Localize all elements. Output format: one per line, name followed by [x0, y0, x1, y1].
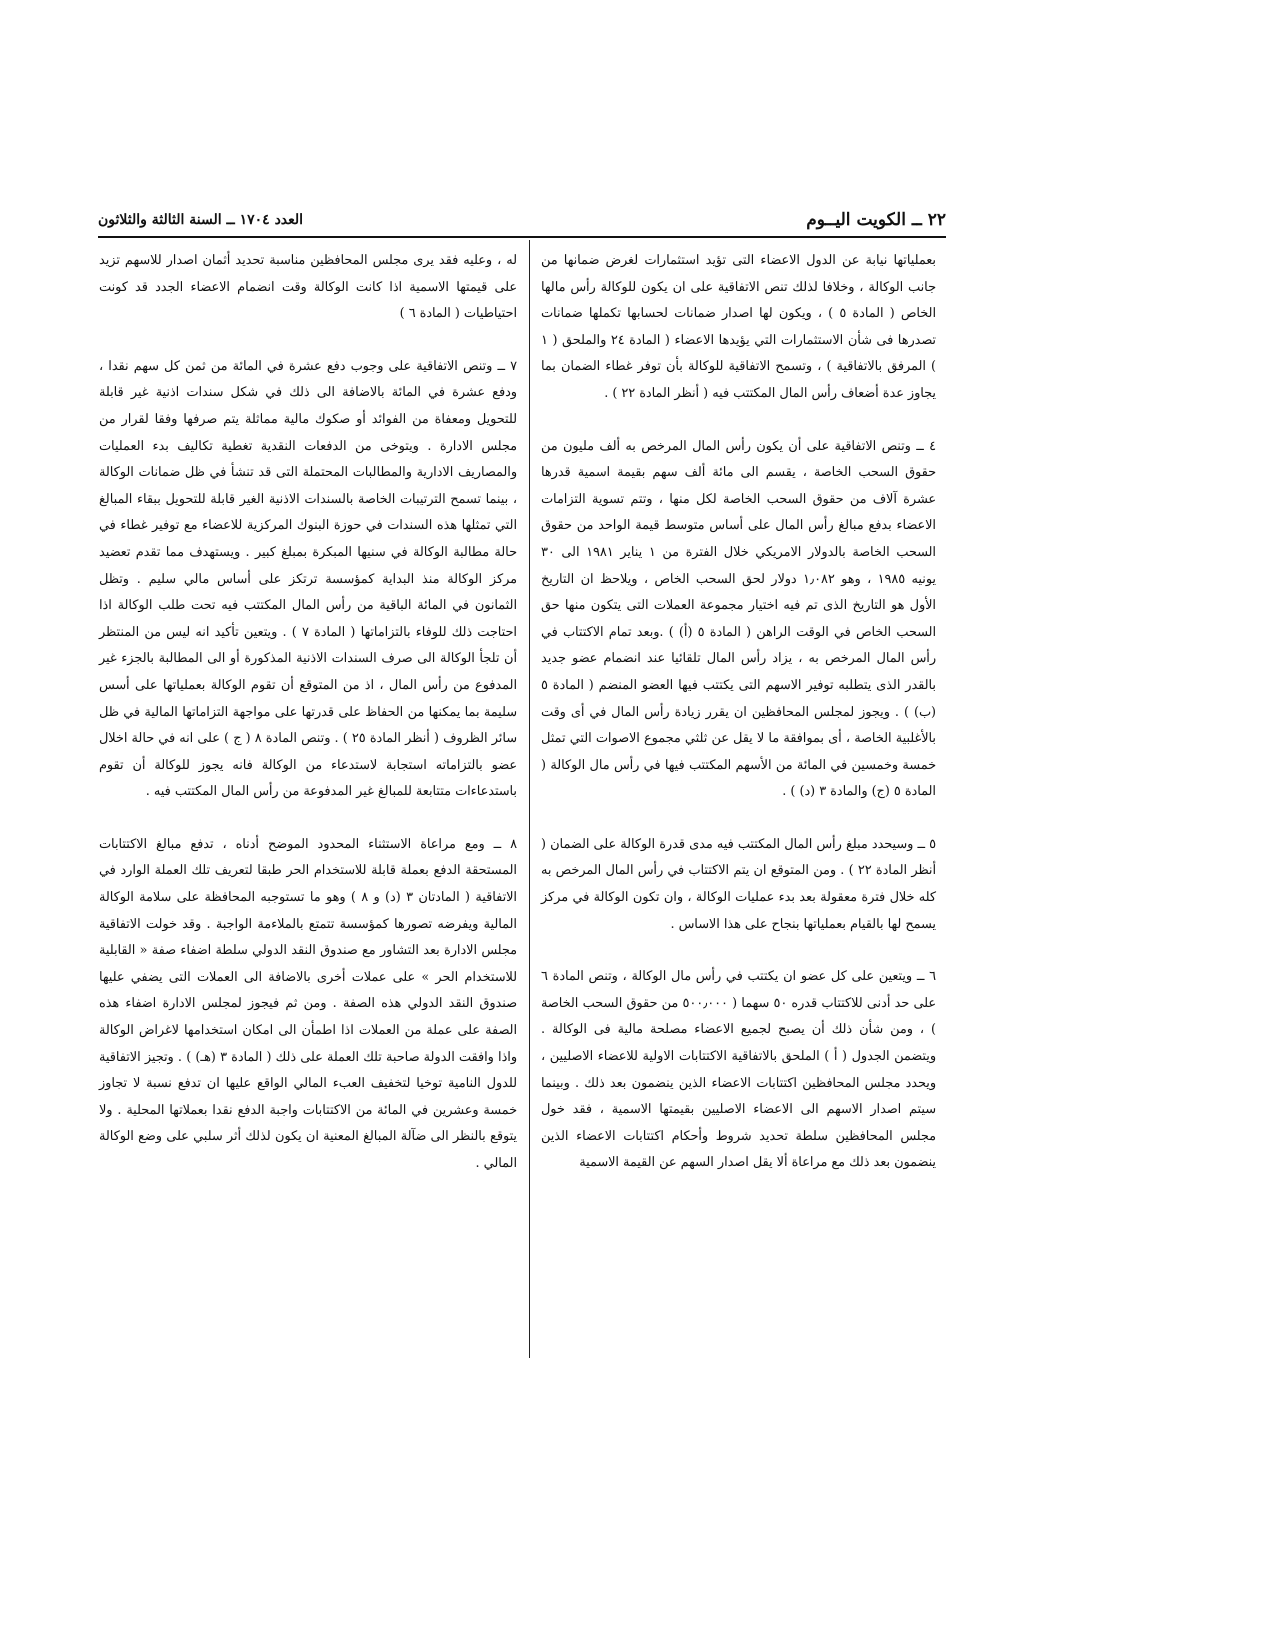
- column-divider: [529, 240, 530, 1358]
- page-header: [98, 210, 946, 236]
- issue-number: العدد ١٧٠٤ ــ السنة الثالثة والثلاثون: [98, 212, 304, 228]
- right-column: [541, 248, 936, 1177]
- left-column: [99, 248, 517, 1178]
- paragraph-8: ٨ ــ ومع مراعاة الاستثناء المحدود الموضح أدناه ، تدفع مبالغ الاكتتابات المستحقة الدفع بعملة قابلة للاستخدام الحر طبقا لتعريف تلك العملة الوارد في الاتفاقية ( المادتان ٣ (د) و ٨ ) وهو ما تستوجبه المحافظة على سلامة الوكالة المالية ويفرضه تصورها كمؤسسة تتمتع بالملاءمة الواجبة . وقد خولت الاتفاقية مجلس الادارة بعد التشاور مع صندوق النقد الدولي سلطة اضفاء صفة « القابلية للاستخدام الحر » على عملات أخرى بالاضافة الى العملات التى يضفي عليها صندوق النقد الدولي هذه الصفة . ومن ثم فيجوز لمجلس الادارة اضفاء هذه الصفة على عملة من العملات اذا اطمأن الى امكان استخدامها لاغراض الوكالة واذا وافقت الدولة صاحبة تلك العملة على ذلك ( المادة ٣ (هـ) ) . وتجيز الاتفاقية للدول النامية توخيا لتخفيف العبء المالي الواقع عليها ان تدفع نسبة لا تجاوز خمسة وعشرين في المائة من الاكتتابات واجبة الدفع نقدا بعملاتها المحلية . ولا يتوقع بالنظر الى ضآلة المبالغ المعنية ان يكون لذلك أثر سلبي على وضع الوكالة المالي .: [99, 836, 518, 1171]
- paragraph-continuation: بعملياتها نيابة عن الدول الاعضاء التى تؤيد استثمارات لغرض ضمانها من جانب الوكالة ، وخلافا لذلك تنص الاتفاقية على ان يكون للوكالة رأس مالها الخاص ( المادة ٥ ) ، ويكون لها اصدار ضمانات لحسابها تكملها ضمانات تصدرها فى شأن الاستثمارات التي يؤيدها الاعضاء ( المادة ٢٤ والملحق ( ١ ) المرفق بالاتفاقية ) ، وتسمح الاتفاقية للوكالة بأن توفر غطاء الضمان بما يجاوز عدة أضعاف رأس المال المكتتب فيه ( أنظر المادة ٢٢ ) .: [541, 253, 937, 401]
- header-rule: [98, 236, 946, 238]
- paragraph-6: ٦ ــ ويتعين على كل عضو ان يكتتب في رأس مال الوكالة ، وتنص المادة ٦ على حد أدنى للاكتتاب قدره ٥٠ سهما ( ٥٠٠٫٠٠٠ من حقوق السحب الخاصة ) ، ومن شأن ذلك أن يصبح لجميع الاعضاء مصلحة مالية فى الوكالة . ويتضمن الجدول ( أ ) الملحق بالاتفاقية الاكتتابات الاولية للاعضاء الاصليين ، ويحدد مجلس المحافظين اكتتابات الاعضاء الذين ينضمون بعد ذلك . وبينما سيتم اصدار الاسهم الى الاعضاء الاصليين بقيمتها الاسمية ، فقد خول مجلس المحافظين سلطة تحديد شروط وأحكام اكتتابات الاعضاء الذين ينضمون بعد ذلك مع مراعاة ألا يقل اصدار السهم عن القيمة الاسمية: [541, 969, 936, 1171]
- paragraph-5: ٥ ــ وسيحدد مبلغ رأس المال المكتتب فيه مدى قدرة الوكالة على الضمان ( أنظر المادة ٢٢ ) . ومن المتوقع ان يتم الاكتتاب في رأس المال المرخص به كله خلال فترة معقولة بعد بدء عمليات الوكالة ، وان تكون الوكالة في مركز يسمح لها بالقيام بعملياتها بنجاح على هذا الاساس .: [541, 836, 936, 932]
- page-label: ٢٢ ــ الكويت اليــوم: [806, 210, 946, 230]
- paragraph-4: ٤ ــ وتنص الاتفاقية على أن يكون رأس المال المرخص به ألف مليون من حقوق السحب الخاصة ، يقسم الى مائة ألف سهم بقيمة اسمية قدرها عشرة آلاف من حقوق السحب الخاصة لكل منها ، وتتم تسوية التزامات الاعضاء بدفع مبالغ رأس المال على أساس متوسط قيمة الواحد من حقوق السحب الخاصة بالدولار الامريكي خلال الفترة من ١ يناير ١٩٨١ الى ٣٠ يونيه ١٩٨٥ ، وهو ١٫٠٨٢ دولار لحق السحب الخاص ، ويلاحظ ان التاريخ الأول هو التاريخ الذى تم فيه اختيار مجموعة العملات التى يتكون منها حق السحب الخاص في الوقت الراهن ( المادة ٥ (أ) ) .وبعد تمام الاكتتاب في رأس المال المرخص به ، يزاد رأس المال تلقائيا عند انضمام عضو جديد بالقدر الذى يتطلبه توفير الاسهم التى يكتتب فيها العضو المنضم ( المادة ٥ (ب) ) . ويجوز لمجلس المحافظين ان يقرر زيادة رأس المال في أى وقت بالأغلبية الخاصة ، أى بموافقة ما لا يقل عن ثلثي مجموع الاصوات التي تمثل خمسة وخمسين في المائة من الأسهم المكتتب فيها في رأس مال الوكالة ( المادة ٥ (ج) والمادة ٣ (د) ) .: [541, 438, 936, 800]
- paragraph-6-continuation: له ، وعليه فقد يرى مجلس المحافظين مناسبة تحديد أثمان اصدار للاسهم تزيد على قيمتها الاسمية اذا كانت الوكالة وقت انضمام الاعضاء الجدد قد كونت احتياطيات ( المادة ٦ ): [99, 253, 517, 322]
- paragraph-7: ٧ ــ وتنص الاتفاقية على وجوب دفع عشرة في المائة من ثمن كل سهم نقدا ، ودفع عشرة في المائة بالاضافة الى ذلك في شكل سندات اذنية غير قابلة للتحويل ومعفاة من الفوائد أو صكوك مالية مماثلة يتم صرفها وفقا لقرار من مجلس الادارة . ويتوخى من الدفعات النقدية تغطية تكاليف بدء العمليات والمصاريف الادارية والمطالبات المحتملة التى قد تنشأ في ظل ضمانات الوكالة ، بينما تسمح الترتيبات الخاصة بالسندات الاذنية الغير قابلة للتحويل ببقاء المبالغ التي تمثلها هذه السندات في حوزة البنوك المركزية للاعضاء مع توفير غطاء في حالة مطالبة الوكالة في سنيها المبكرة بمبلغ كبير . ويستهدف مما تقدم تعضيد مركز الوكالة منذ البداية كمؤسسة ترتكز على أساس مالي سليم . وتظل الثمانون في المائة الباقية من رأس المال المكتتب فيه تحت طلب الوكالة اذا احتاجت ذلك للوفاء بالتزاماتها ( المادة ٧ ) . ويتعين تأكيد انه ليس من المنتظر أن تلجأ الوكالة الى صرف السندات الاذنية المذكورة أو الى المطالبة بالجزء غير المدفوع من رأس المال ، اذ من المتوقع أن تقوم الوكالة بعملياتها على أسس سليمة بما يمكنها من الحفاظ على قدرتها على مواجهة التزاماتها المالية في ظل سائر الظروف ( أنظر المادة ٢٥ ) . وتنص المادة ٨ ( ج ) على انه في حالة اخلال عضو بالتزاماته استجابة لاستدعاء من الوكالة فانه يجوز للوكالة أن تقوم باستدعاءات متتابعة للمبالغ غير المدفوعة من رأس المال المكتتب فيه .: [99, 358, 518, 800]
